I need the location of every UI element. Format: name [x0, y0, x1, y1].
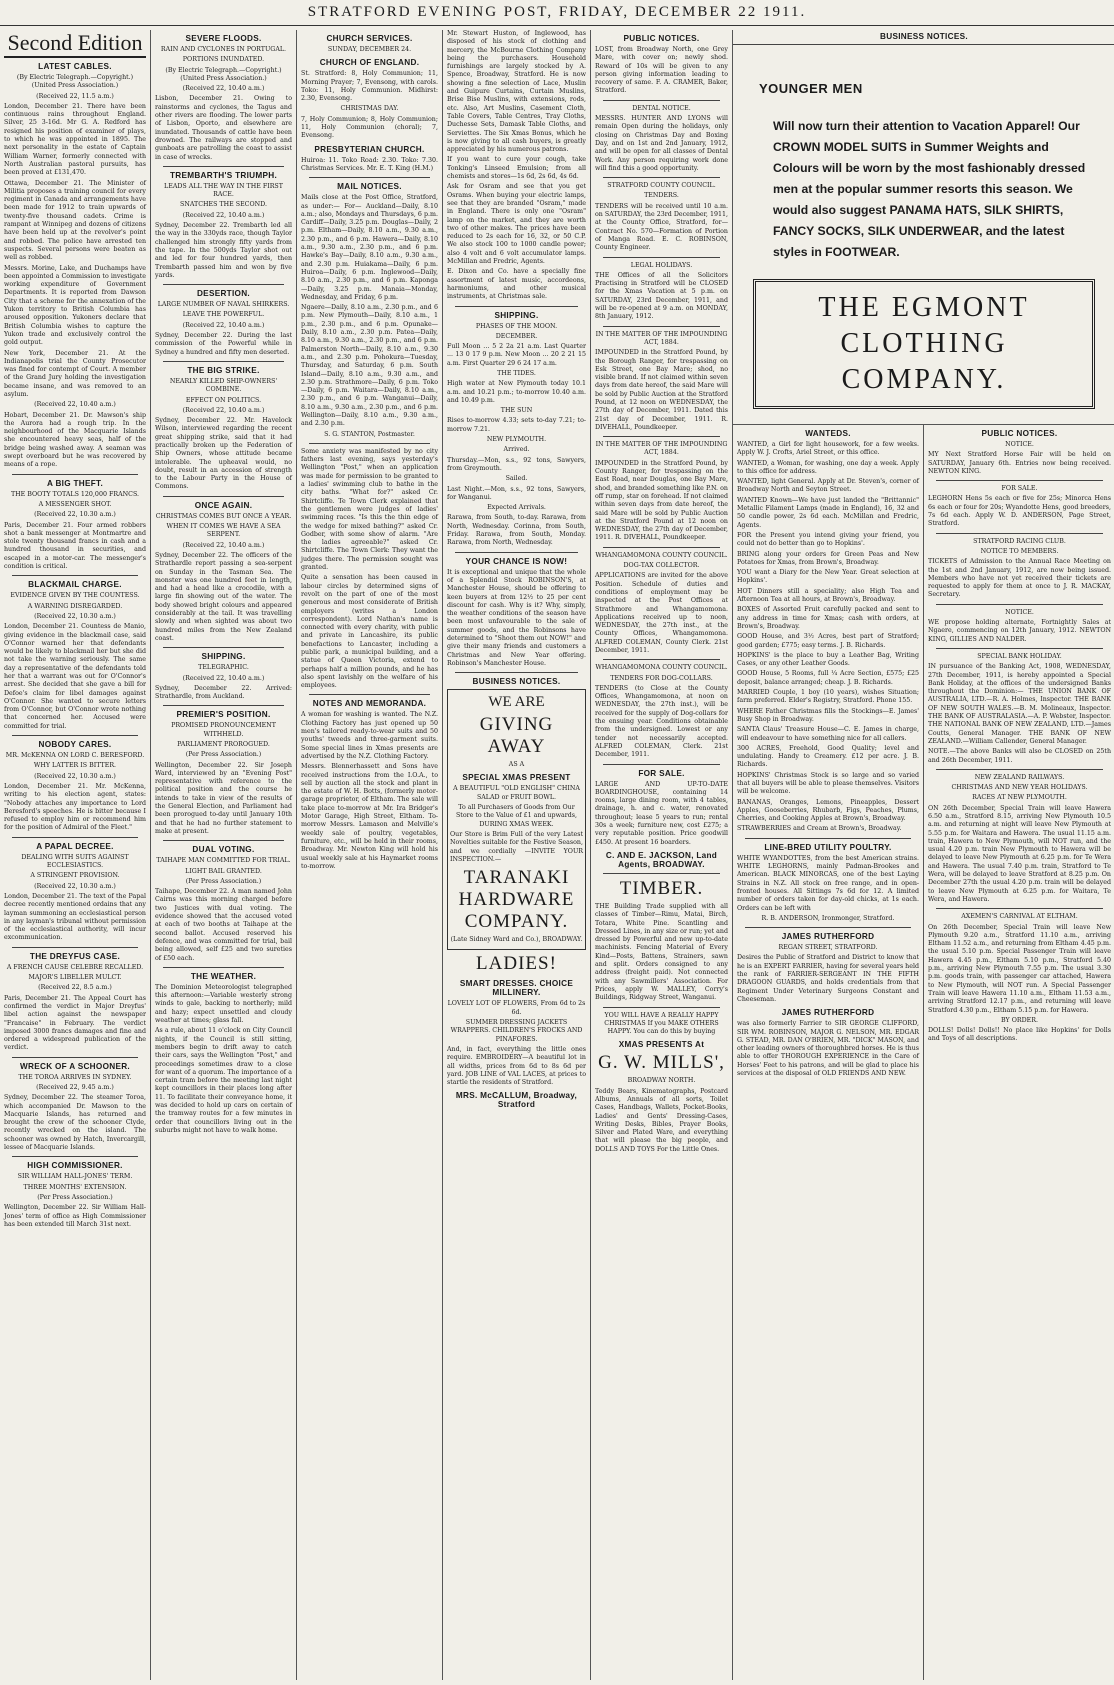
article-text: Mails close at the Post Office, Stratford, as under:— For— Auckland—Daily, 8.10 a.m.; also, Mondays and Thursdays, 6 p.m. Cardiff—Daily, 3.25 p.m. Douglas—Daily, 2 p.m. Eltham—Daily, 8.10 a.m., 9.30 a.m., 2.30 p.m., and 6 p.m. Hawera—Daily, 8.10 a.m., 9.30 a.m., 2.30 p.m., and 6 p.m. Hawke's Bay—Daily, 8.10 a.m., 9.30 a.m., and 2.30 p.m. Huiakama—Daily, 6 p.m. Huiroa—Daily, 6 p.m. Inglewood—Daily, 8.10 a.m., 2.30 p.m., and 6 p.m. Kaponga—Daily, 3.25 p.m. Manaia—Monday, Wednesday, and Friday, 6 p.m.: [301, 194, 438, 301]
article-text: E. Dixon and Co. have a specially fine assortment of latest music, accordeons, harmoniums, and other musical instruments, at Christmas sale.: [447, 268, 586, 301]
article-text: Sydney, December 22. Arrived: Strathardle, from Auckland.: [155, 684, 292, 701]
article-text: Last Night.—Mon, s.s., 92 tons, Sawyers, for Wanganui.: [447, 485, 586, 501]
section-heading: SHIPPING.: [201, 652, 246, 662]
subheading: PHASES OF THE MOON.: [475, 322, 558, 330]
article-text: LOST, from Broadway North, one Grey Mare, with cover on; newly shod. Reward of 10s will be given to any person giving information leading to recovery of same. F. A. CRAMER, Baker, Stratford.: [595, 46, 728, 95]
article-text: London, December 21. Mr. McKenna, writing to his election agent, states: "Nobody attaches any importance to Lord Beresford's speeches. He is bitter because I refused to employ him or recommend him for the position of Admiral of the Fleet.": [4, 782, 146, 832]
subheading: NOTICE.: [1005, 608, 1034, 616]
article-text: Some anxiety was manifested by no city fathers last evening, says yesterday's Wellington "Post," when an application was made for permission to be granted to a ladies' swimming club to bathe in the city baths. "What for?" asked Cr. Shirtcliffe. Te Town Clerk explained that the gentlemen were judges of ladies' swimming races. "Is this the thin edge of the wedge for mixed bathing?" asked Cr. Godber, with some show of alarm. "Are the ladies agreeable?" asked Cr. Shirtcliffe. The Town Clerk: They want the judges there. The permission sought was granted.: [301, 447, 438, 572]
column-business-notices: [732, 30, 1114, 1680]
section-heading: CHURCH OF ENGLAND.: [319, 58, 420, 68]
subheading: CHRISTMAS AND NEW YEAR HOLIDAYS.: [951, 784, 1088, 792]
subheading: DEALING WITH SUITS AGAINST ECCLESIASTICS.: [21, 853, 129, 870]
article-text: Ngaere—Daily, 8.10 a.m., 2.30 p.m., and 6 p.m. New Plymouth—Daily, 8.10 a.m., 1 p.m., 2.30 p.m., and 6 p.m. Opunake—Daily, 8.10 a.m., 2.30 p.m. Patea—Daily, 8.10 a.m., 9.30 a.m., 2.30 p.m., and 6 p.m. Palmerston North—Daily, 8.10 a.m., 9.30 a.m., and 2.30 p.m. Pohokura—Tuesday, Thursday, and Saturday, 6 p.m. South Island—Daily, 8.10 a.m., 9.30 a.m., and 2.30 p.m. Strathmore—Daily, 6 p.m. Toko—Daily, 6 p.m. Waitara—Daily, 8.10 a.m., 2.30 p.m., and 6 p.m. Wanganui—Daily, 8.10 a.m., 9.30 a.m., 2.30 p.m., and 6 p.m. Wellington—Daily, 8.10 a.m., 9.30 a.m., and 2.30 p.m.: [301, 304, 438, 428]
article-text: WANTED Known—We have just landed the "Brittannic" Metallic Filament Lamps (made in England), 16, 32 and 50 candle power, 2s 6d each. McMillan and Fredric, Agents.: [737, 496, 919, 529]
subheading: MAJOR'S LIBELLER MULCT.: [28, 974, 122, 982]
article-text: Sydney, December 22. The steamer Toroa, which accompanied Dr. Mawson to the Macquarie Islands, has returned and brought the crew of the schooner Clyde, recently wrecked on the island. The schooner was owned by Hatch, Invercargill, lessee of Macquarie Islands.: [4, 1094, 146, 1152]
section-heading: LATEST CABLES.: [38, 62, 112, 71]
subheading: (By Electric Telegraph.—Copyright.) (United Press Association.): [165, 66, 282, 82]
subheading: To all Purchasers of Goods from Our Store to the Value of £1 and upwards, DURING XMAS WEEK.: [455, 804, 577, 828]
section-heading: PRESBYTERIAN CHURCH.: [314, 144, 425, 154]
subheading: (Per Press Association.): [185, 877, 262, 885]
subheading: (Received 22, 10.30 a.m.): [34, 882, 116, 890]
subheading: S. G. STANTON, Postmaster.: [324, 430, 415, 438]
subheading: (Received 22, 10.40 a.m.): [182, 406, 265, 414]
article-text: Teddy Bears, Kinematographs, Postcard Albums, Annuals of all sorts, Toilet Cases, Handbags, Wallets, Pocket-Books, Ladies' and Gents' Dressing-Cases, Writing Desks, Bibles, Prayer Books, Silver and Plated Ware, and everything that will please the big people, and DOLLS AND TOYS For the Little Ones.: [595, 1087, 728, 1153]
article-text: Paris, December 21. The Appeal Court has confirmed the verdict in Major Dreyfus' libel action against the newspaper "Francaise" in February. The verdict imposed 3000 francs damages and fine and ordered a widespread publication of the verdict.: [4, 994, 146, 1052]
section-heading: LINE-BRED UTILITY POULTRY.: [764, 842, 892, 852]
divider: [455, 672, 578, 673]
article-text: HOT Dinners still a speciality; also High Tea and Afternoon Tea at all hours, at Brown's, Broadway.: [737, 587, 919, 604]
subheading: R. B. ANDERSON, Ironmonger, Stratford.: [761, 914, 895, 922]
article-text: Ottawa, December 21. The Minister of Militia proposes a training council for every regiment in Canada and arrangements have been made for 1912 to train upwards of twenty-five thousand cadets. Crime is rampant at Winnipeg and dozens of citizens have been held up at the revolver's point and robbed. The police have arrested ten suspects. Several persons were beaten as well as robbed.: [4, 179, 146, 262]
article-text: STRAWBERRIES and Cream at Brown's, Broadway.: [737, 825, 902, 833]
divider: [309, 177, 430, 178]
subheading: DOG-TAX COLLECTOR.: [623, 562, 700, 570]
divider: [603, 177, 720, 178]
divider: [603, 659, 720, 660]
subheading: STRATFORD COUNTY COUNCIL.: [607, 182, 716, 190]
section-heading: THE WEATHER.: [190, 971, 257, 981]
article-text: A woman for washing is wanted. The N.Z. Clothing Factory has just opened up 50 men's tailored ready-to-wear suits and 50 youths' tweeds and three-garment suits. Some special lines in Xmas presents are advertised by the N.Z. Clothing Factory.: [301, 711, 438, 760]
subheading: YOU WILL HAVE A REALLY HAPPY CHRISTMAS If you MAKE OTHERS HAPPY. You can do this by buying: [604, 1011, 719, 1036]
ad-display-text: TARANAKI HARDWARE COMPANY.: [458, 867, 575, 933]
article-text: BRING along your orders for Green Peas and New Potatoes for Xmas, from Brown's, Broadway.: [737, 550, 919, 566]
public-notices-column: [924, 425, 1114, 1680]
subheading: THE SUN: [500, 407, 533, 415]
subheading: SUNDAY, DECEMBER 24.: [327, 46, 412, 53]
article-text: LARGE AND UP-TO-DATE BOARDINGHOUSE, containing 14 rooms, large dining room, with 4 tables, drainage, h. and c. water, renovated throughout; lease 5 years to run; rental 30s a week; furniture new, cost £275; a very reputable position. Price goodwill £450. At present 16 boarders.: [595, 780, 728, 846]
divider: [603, 1007, 720, 1008]
section-heading: DUAL VOTING.: [192, 845, 255, 855]
article-text: Huiroa: 11. Toko Road: 2.30. Toko: 7.30. Christmas Services. Mr. E. T. King (H.M.): [301, 156, 438, 172]
section-heading: SHIPPING.: [494, 310, 539, 320]
article-text: Sydney, December 22. The officers of the Strathardle report passing a sea-serpent on Sunday in the Tasman Sea. The monster was one hundred feet in length, and had a head like a crocodile, with a large fin showing out of the water. The body showed bright colours and appeared considerably at the tail. It was travelling slowly and when sighted was about two hundred miles from the New Zealand coast.: [155, 551, 292, 642]
article-text: WHITE WYANDOTTES, from the best American strains. WHITE LEGHORNS, mainly Padman-Brookes and American. BLACK MINORCAS, one of the best Laying Strains in N.Z. All stock on free range, and in open-fronted houses. All Sittings 7s 6d for 12. A limited number of orders taken for day-old chicks, at 1s each. Orders can be left with: [737, 854, 919, 912]
article-text: BANANAS, Oranges, Lemons, Pineapples, Dessert Apples, Gooseberries, Rhubarb, Figs, Peaches, Plums, Cherries, and Cooking Apples at Brown's, Broadway.: [737, 798, 919, 823]
subheading: AXEMEN'S CARNIVAL AT ELTHAM.: [961, 913, 1078, 921]
divider: [455, 306, 578, 307]
subheading: (By Electric Telegraph.—Copyright.) (United Press Association.): [16, 74, 134, 90]
subheading: TAIHAPE MAN COMMITTED FOR TRIAL.: [156, 857, 291, 865]
article-text: Sydney, December 22. Mr. Havelock Wilson, interviewed regarding the recent great shipping strike, said that it had practically broken up the Federation of Ship Owners, whose attitude became intolerable. The upheaval would, no doubt, result in an accession of strength to the Labour Party in the House of Commons.: [155, 417, 292, 491]
article-text: GOOD House, and 3½ Acres, best part of Stratford; good garden; £775; easy terms. J. B. Richards.: [737, 633, 919, 649]
subheading: A FRENCH CAUSE CELEBRE RECALLED.: [6, 963, 144, 971]
divider: [12, 1156, 138, 1157]
divider: [163, 967, 284, 968]
subheading: BROADWAY NORTH.: [627, 1077, 696, 1085]
divider: [163, 496, 284, 497]
subheading: (Received 22, 10.40 a.m.): [182, 211, 265, 219]
article-text: Full Moon ... 5 2 2a 21 a.m. Last Quarter ... 13 0 17 9 p.m. New Moon ... 20 2 21 15 a.m. First Quarter 29 6 24 17 a.m.: [447, 343, 586, 367]
subheading: PROMISED PRONOUNCEMENT WITHHELD.: [171, 722, 276, 738]
article-text: Lisbon, December 21. Owing to rainstorms and cyclones, the Tagus and other rivers are flooding. The lower parts of Lisbon, Oporto, and elsewhere are inundated. Thousands of cattle have been drowned. The railways are stopped and gunboats are patrolling the coast to assist in case of wrecks.: [155, 95, 292, 161]
subheading: NOTICE TO MEMBERS.: [980, 547, 1059, 555]
section-heading: A PAPAL DECREE.: [36, 841, 114, 851]
subheading: NOTICE.: [1005, 441, 1034, 448]
advertisement-box: [447, 689, 586, 950]
subheading: NEARLY KILLED SHIP-OWNERS' COMBINE.: [169, 377, 278, 394]
subheading: WHEN IT COMES WE HAVE A SEA SERPENT.: [166, 523, 281, 539]
divider: [309, 443, 430, 444]
subheading: LOVELY LOT OF FLOWERS, From 6d to 2s 6d.: [447, 1000, 586, 1016]
article-text: It is exceptional and unique that the whole of a Splendid Stock ROBINSON'S, at Manchester House, should be offering to keen buyers at from 12½ to 25 per cent discount for cash. Why is it? Why, simply, the weather conditions of the season have been most unfavourable to the sale of summer goods, and the Robinsons have determined to "Shoot them out NOW!" and give their many friends and customers a Christmas and New Year offering. Robinson's Manchester House.: [447, 568, 586, 667]
subheading: TENDERS FOR DOG-COLLARS.: [610, 674, 713, 682]
divider: [163, 361, 284, 362]
subheading: WHANGAMOMONA COUNTY COUNCIL.: [595, 664, 728, 672]
divider: [745, 838, 911, 839]
section-heading: BUSINESS NOTICES.: [472, 677, 561, 687]
article-text: London, December 21. There have been continuous rains throughout England. Silver, 25 3-16d. Mr G. A. Redford has resigned his position of examiner of plays, to which he was appointed in 1895. The next personality in the estate of Captain William Warner, formerly connected with North Australian pastoral pursuits, has been proved at £131,470.: [4, 102, 146, 177]
column-3: [296, 30, 442, 1680]
article-text: TENDERS will be received until 10 a.m. on SATURDAY, the 23rd December, 1911, at the County Office, Stratford, for— Contract No. 570—Formation of Portion of Manga Road. E. C. ROBINSON, County Engineer.: [595, 202, 728, 252]
divider: [603, 100, 720, 101]
section-heading: WANTEDS.: [805, 429, 851, 438]
article-text: IN pursuance of the Banking Act, 1908, WEDNESDAY, 27th December, 1911, is hereby appointed a Special Bank Holiday, at the offices of the undersigned Banks throughout the Dominion:— THE UNION BANK OF AUSTRALIA, LTD.—R. A. Holmes, Inspector. THE BANK OF NEW SOUTH WALES.—B. M. Molineaux, Inspector. THE BANK OF AUSTRALASIA.—A. P. Webster, Inspector. THE NATIONAL BANK OF NEW ZEALAND, LTD.—James Coutts, General Manager. THE BANK OF NEW ZEALAND.—William Callender, General Manager.: [928, 663, 1111, 745]
divider: [603, 764, 720, 765]
wanteds-column: [733, 425, 924, 1680]
section-heading: PUBLIC NOTICES.: [981, 429, 1058, 438]
article-text: London, December 21. Countess de Manio, giving evidence in the blackmail case, said O'Connor warned her that defendants would be likely to blackmail her but she did not take the warning seriously. The same day a representative of the defendants told her that a warrant was out for O'Connor's arrest. She decided that she gave a bill for Defoe's claim for libel damages against O'Connor. She wanted to secure letters from O'Connor, but O'Connor wrote nothing that concerned her. Accused were committed for trial.: [4, 623, 146, 730]
section-heading: THE BIG STRIKE.: [187, 365, 260, 375]
article-text: GOOD House, 5 Rooms, full ¼ Acre Section, £575; £25 deposit, balance arranged; cheap. J. B. Richards.: [737, 670, 919, 686]
article-text: BOXES of Assorted Fruit carefully packed and sent to any address in time for Xmas; cash with orders, at Brown's, Broadway.: [737, 606, 919, 630]
subheading: (Late Sidney Ward and Co.), BROADWAY.: [450, 936, 583, 944]
divider: [936, 648, 1103, 649]
subheading: LEADS ALL THE WAY IN THE FIRST RACE.: [164, 182, 283, 199]
subheading: THE BOOTY TOTALS 120,000 FRANCS.: [10, 490, 140, 498]
divider: [163, 166, 284, 167]
article-text: As a rule, about 11 o'clock on City Council nights, if the Council is still sitting, members begin to drift away to catch their cars, says the Wellington "Post," and proceedings sometimes draw to a close for want of a quorum. The importance of a certain tram before the meeting last night kept councillors in their places long after 11. To facilitate their conveyance home, it was decided to hold up cars on certain of the tramway routes for a few minutes in order that councillors living out in the suburbs might not have to walk home.: [155, 1027, 292, 1134]
divider: [163, 284, 284, 285]
section-heading: TREMBARTH'S TRIUMPH.: [169, 170, 278, 180]
section-heading: MRS. McCALLUM, Broadway, Stratford: [455, 1091, 578, 1110]
article-text: London, December 21. The text of the Papal decree recently mentioned ordains that any layman summoning an ecclesiastical person in any layman's tribunal without permission of the ecclesiastical authority, will incur excommunication.: [4, 892, 146, 942]
subheading: (Received 22, 10.40 a.m.): [182, 541, 265, 549]
edition-title: Second Edition: [4, 30, 146, 58]
section-heading: SMART DRESSES. CHOICE MILLINERY.: [459, 979, 574, 998]
article-text: St. Stratford: 8, Holy Communion; 11, Morning Prayer; 7, Evensong, with carols. Toko: 11, Holy Communion. Midhirst: 2.30, Evensong.: [301, 70, 438, 103]
article-text: If you want to cure your cough, take Tonking's Linseed Emulsion; from all chemists and stores—1s 6d, 2s 6d, 4s 6d.: [447, 156, 586, 181]
article-text: THE Building Trade supplied with all classes of Timber—Rimu, Matai, Birch, Totara, White Pine. Scantling and Dressed Lines, in any size or run; yet and dressed by Powerful and new up-to-date machinists. Fencing Material of Every Kind—Posts, Battens, Strainers, sawn and split. Orders consigned to any address (freight paid). Not connected with any Sawmillers' Association. For Prices, apply W. MALLEY, Corry's Buildings, Ridgway Street, Wanganui.: [595, 902, 728, 1002]
article-text: TICKETS of Admission to the Annual Race Meeting on the 1st and 2nd January, 1912, are now being issued. Members who have not yet received their tickets are requested to apply for them at once to J. R. MACKAY, Secretary.: [928, 558, 1111, 599]
article-text: Mr. Stewart Huston, of Inglewood, has disposed of his stock of clothing and mercery, the McBourne Clothing Company being the purchasers. Household furnishings are largely stocked by A. Spence, Broadway, Stratford. He is now showing a fine selection of Lace, Muslin and Guipure Curtains, Curtain Muslins, Brise Bise Muslins, with extensions, rods, etc. Also, Art Muslins, Casement Cloth, Table Covers, Table Centres, Tray Cloths, Duchesse Sets, Damask Table Cloths, and Serviettes. The Six Xmas Bonus, which he is now giving to all cash buyers, is greatly appreciated by his numerous patrons.: [447, 30, 586, 154]
article-text: Paris, December 21. Four armed robbers shot a bank messenger at Montmartre and stole twenty thousand francs in cash and a hundred thousand in securities, and escaped in a motor-car. The messenger's condition is critical.: [4, 521, 146, 571]
section-heading: JAMES RUTHERFORD: [781, 1008, 875, 1018]
subheading: (Received 22, 10.40 a.m.): [34, 401, 116, 409]
divider: [603, 547, 720, 548]
subheading: EFFECT ON POLITICS.: [185, 396, 262, 404]
subheading: A BEAUTIFUL "OLD ENGLISH" CHINA SALAD or FRUIT BOWL.: [453, 785, 580, 801]
subheading: Arrived.: [503, 446, 530, 454]
subheading: (Received 22, 10.30 a.m.): [34, 772, 116, 780]
ad-display-text: GIVING AWAY: [479, 714, 554, 758]
ad-body: Will now turn their attention to Vacation Apparel! Our CROWN MODEL SUITS in Summer Weights and Colours will be worn by the most fashionably dressed men at the popular summer resorts this season. We would also suggest PANAMA HATS, SILK SHIRTS, FANCY SOCKS, SILK UNDERWEAR, and the latest styles in FOOTWEAR.: [773, 119, 1086, 259]
subheading: PARLIAMENT PROROGUED.: [177, 741, 270, 748]
divider: [936, 604, 1103, 605]
subheading: A STRINGENT PROVISION.: [30, 872, 120, 880]
subheading: NEW PLYMOUTH.: [486, 436, 547, 444]
section-heading: C. AND E. JACKSON, Land Agents, BROADWAY.: [605, 850, 718, 869]
section-heading: DESERTION.: [196, 289, 251, 299]
divider: [745, 927, 911, 928]
article-text: WE propose holding alternate, Fortnightly Sales at Ngaere, commencing on 12th January, 1912. NEWTON KING, GILLIES AND NALDER.: [928, 619, 1111, 643]
article-text: Rarawa, from South, to-day. Rarawa, from North, Wednesday. Corinna, from South, Friday. Rarawa, from South, Monday. Rarawa, from North, Wednesday.: [447, 514, 586, 547]
article-text: Hobart, December 21. Dr. Mawson's ship the Aurora had a rough trip. In the neighbourhood of the Macquarie Islands she encountered heavy seas, half of the bridge being washed away. A seaman was swept overboard but he was recovered by means of a rope.: [4, 411, 146, 469]
subheading: CHRISTMAS DAY.: [340, 105, 399, 113]
section-heading: YOUR CHANCE IS NOW!: [465, 556, 568, 566]
divider: [936, 769, 1103, 770]
divider: [12, 735, 138, 736]
section-heading: JAMES RUTHERFORD: [781, 932, 875, 942]
subheading: (Received 22, 8.5 a.m.): [38, 984, 112, 992]
section-heading: SPECIAL XMAS PRESENT: [462, 773, 571, 783]
subheading: IN THE MATTER OF THE IMPOUNDING ACT, 1884.: [595, 441, 728, 457]
subheading: EVIDENCE GIVEN BY THE COUNTESS.: [10, 592, 140, 600]
divider: [163, 705, 284, 706]
subheading: DENTAL NOTICE.: [632, 104, 691, 112]
article-text: Sydney, December 22. Trembarth led all the way in the 330yds race, though Taylor challenged him strongly fifty yards from the tape. In the 500yds Taylor shot out and led for four hundred yards, then Trembarth passed him and won by five yards.: [155, 222, 292, 279]
article-text: Sydney, December 22. During the last commission of the Powerful while in Sydney a hundred and fifty men deserted.: [155, 332, 292, 356]
ad-display-text: WE ARE: [488, 694, 545, 711]
article-text: MESSRS. HUNTER AND LYONS will remain Open during the holidays, only closing on Christmas Day and Boxing Day, and on 1st and 2nd January, 1912, and will be open for all classes of Dental Work. Any person requiring work done will find this a good opportunity.: [595, 115, 728, 172]
subheading: REGAN STREET, STRATFORD.: [778, 944, 878, 952]
ad-title: YOUNGER MEN: [759, 81, 863, 96]
article-text: Our Store is Brim Full of the very Latest Novelties suitable for the Festive Season, and we cordially —INVITE YOUR INSPECTION.—: [450, 830, 583, 863]
article-text: ON 26th December, Special Train will leave Hawera 6.50 a.m., Stratford 8.15, arriving New Plymouth 10.5 a.m. and returning at night will leave New Plymouth at 5.55 p.m. for Waitara and Hawera. The usual 11.15 a.m. train, Hawera to New Plymouth, will NOT run, and the usual 4.20 p.m. train New Plymouth to Hawera will be delayed to leave New Plymouth at 6.25 p.m. for Te Wera and Hawera. The usual 7.40 p.m. train, Stratford to Te Wera, will be delayed to leave Stratford at 8.25 p.m. On December 27th the usual 4.20 p.m. train will be delayed to leave New Plymouth at 6.25 p.m. for Waitara, Te Wera, and Hawera.: [928, 804, 1111, 903]
section-heading: XMAS PRESENTS At: [618, 1040, 705, 1050]
subheading: (Received 22, 10.40 a.m.): [182, 85, 265, 93]
section-heading: WRECK OF A SCHOONER.: [19, 1061, 130, 1071]
subheading: LEAVE THE POWERFUL.: [182, 311, 265, 319]
subheading: SNATCHES THE SECOND.: [180, 201, 267, 209]
article-text: Wellington, December 22. Sir Joseph Ward, interviewed by an "Evening Post" representative with reference to the political position and the course he intends to take in view of the results of the General Election, and Parliament had been prorogued to-day until January 10th and that he had no further statement to make at present.: [155, 761, 292, 835]
subheading: (Received 22, 11.5 a.m.): [36, 92, 114, 100]
article-text: Ask for Osram and see that you get Osrams. When buying your electric lamps, see that they are branded "Osram," made in England. There is only one "Osram" lamp on the market, and they are worth two of other makes. The prices have been reduced to 2s each for 16, 32, or 50 C.P. We also stock 100 to 1000 candle power; also 4 volt and 6 volt accumulator lamps. McMillan and Fredric, Agents.: [447, 183, 586, 266]
subheading: Expected Arrivals.: [487, 504, 546, 512]
article-text: Messrs. Morine, Lake, and Duchamps have been appointed a Commission to investigate working expenditure of Government Departments. It is reported from Dawson City that a scheme for the annexation of the Yukon territory to British Columbia has aroused opposition. Yukoners declare that British Columbia wishes to capture the Yukon trade and exclusively control the gold output.: [4, 264, 146, 347]
article-text: SANTA Claus' Treasure House—C. E. James in charge, will endeavour to have something nice for all callers.: [737, 726, 919, 742]
subheading: LARGE NUMBER OF NAVAL SHIRKERS.: [157, 301, 290, 309]
column-1: [0, 30, 150, 1680]
newspaper-masthead: STRATFORD EVENING POST, FRIDAY, DECEMBER 22 1911.: [0, 0, 1114, 26]
subheading: AS A: [508, 761, 525, 769]
subheading: (Received 22, 10.40 a.m.): [182, 674, 265, 682]
subheading: (Received 22, 10.30 a.m.): [34, 511, 116, 519]
divider: [12, 1057, 138, 1058]
section-heading: A BIG THEFT.: [46, 478, 104, 488]
divider: [309, 694, 430, 695]
egmont-clothing-logo: THE EGMONT CLOTHING COMPANY.: [753, 279, 1095, 409]
subheading: STRATFORD RACING CLUB.: [973, 537, 1066, 545]
article-text: Desires the Public of Stratford and District to know that he is an EXPERT FARRIER, having for several years held the rank of FARRIER-SERGEANT IN THE FIFTH DRAGOON GUARDS, and holds credentials from that Regiment Under Veterinary Surgeons Constant and Cheeseman.: [737, 954, 919, 1003]
article-text: WHERE Father Christmas fills the Stockings—E. James' Busy Shop in Broadway.: [737, 707, 919, 723]
column-4: [442, 30, 590, 1680]
subheading: DECEMBER.: [495, 332, 538, 340]
subheading: TELEGRAPHIC.: [198, 664, 249, 672]
section-heading: BLACKMAIL CHARGE.: [28, 580, 122, 590]
section-heading: NOBODY CARES.: [38, 740, 112, 750]
subheading: LIGHT BAIL GRANTED.: [185, 867, 262, 875]
section-heading: CHURCH SERVICES.: [326, 34, 413, 43]
subheading: Sailed.: [505, 475, 528, 483]
article-text: 300 ACRES, Freehold, Good Quality; level and undulating. Handy to Creamery. £12 per acre. J. B. Richards.: [737, 744, 919, 769]
article-text: IMPOUNDED in the Stratford Pound, by County Ranger, for trespassing on the East Road, near Douglas, one Bay Mare, shod, and branded something like P.N. on off rump, star on forehead. If not claimed within seven days from date hereof, the said Mare will be sold by Public Auction at the Stratford Pound at 12 noon on WEDNESDAY, the 27th day of December, 1911. R. DIVEHALL, Poundkeeper.: [595, 459, 728, 542]
article-text: 7, Holy Communion; 8, Holy Communion; 11, Holy Communion (choral); 7, Evensong.: [301, 115, 438, 140]
divider: [936, 908, 1103, 909]
divider: [603, 873, 720, 874]
article-text: Quite a sensation has been caused in labour circles by determined signs of revolt on the part of one of the most generous and most considerate of British employers (writes a London correspondent). Lord Nathan's name is connected with every charity, with public and private in Lancashire, its public benefactions to Lancaster, including a public park, a municipal building, and a statue of Queen Victoria, extend to perhaps half a million pounds, and he has also spent lavishly on the welfare of his employees.: [301, 574, 438, 690]
subheading: THREE MONTHS' EXTENSION.: [23, 1183, 127, 1191]
divider: [12, 474, 138, 475]
business-notices-heading: BUSINESS NOTICES.: [880, 32, 968, 41]
subheading: LEGAL HOLIDAYS.: [630, 261, 693, 269]
article-text: HOPKINS' is the place to buy a Leather Bag, Writing Cases, or any other Leather Goods.: [737, 651, 919, 668]
subheading: NEW ZEALAND RAILWAYS.: [974, 773, 1065, 781]
article-text: IMPOUNDED in the Stratford Pound, by the Borough Ranger, for trespassing on Esk Street, one Bay Mare; shod, no visible brand. If not claimed within seven days from date hereof, the said Mare will be sold by Public Auction at the Stratford Pound, at 12 noon on WEDNESDAY, the 27th day of December, 1911. Dated this 21st day of December, 1911. R. DIVEHALL, Poundkeeper.: [595, 349, 728, 431]
subheading: (Received 22, 10.30 a.m.): [34, 612, 116, 620]
subheading: WHY LATTER IS BITTER.: [33, 762, 117, 770]
younger-men-advertisement: [733, 30, 1114, 425]
article-text: DOLLS! Dolls! Dolls!! No place like Hopkins' for Dolls and Toys of all descriptions.: [928, 1027, 1111, 1043]
section-heading: MAIL NOTICES.: [337, 182, 402, 192]
article-text: On 26th December, Special Train will leave New Plymouth 9.20 a.m., Stratford 11.10 a.m., arriving Eltham 11.52 a.m., and returning from Eltham 4.45 p.m. the usual 5.10 p.m. Special Passenger Train will leave Hawera 4.45 p.m., Eltham 5.10 p.m., Stratford 5.40 p.m., arriving New Plymouth 7.55 p.m. The usual 3.30 p.m. goods train, with passenger car attached, Hawera to New Plymouth, will NOT run. A Special Passenger Train will leave Hawera 11.10 a.m., Eltham 11.53 a.m., arriving Stratford 12.17 p.m., and returning will leave Stratford 4.30 p.m., Eltham 5.15 p.m. for Hawera.: [928, 923, 1111, 1014]
divider: [12, 575, 138, 576]
divider: [936, 533, 1103, 534]
article-text: High water at New Plymouth today 10.1 a.m. and 10.21 p.m.; to-morrow 10.40 a.m. and 10.49 p.m.: [447, 380, 586, 404]
ad-display-text: TIMBER.: [619, 877, 704, 899]
column-2: [150, 30, 296, 1680]
subheading: TENDERS.: [644, 192, 679, 200]
divider: [163, 647, 284, 648]
divider: [163, 840, 284, 841]
section-heading: ONCE AGAIN.: [194, 500, 253, 510]
article-text: YOU want a Diary for the New Year. Great selection at Hopkins'.: [737, 569, 919, 585]
ad-display-text: G. W. MILLS',: [598, 1052, 725, 1074]
article-text: Messrs. Blennerhassett and Sons have received instructions from the I.O.A., to sell by auction all the stock and plant in the estate of W. H. Botts, (formerly motor-garage proprietor, of Eltham. The sale will take place to-morrow at Mr. Ira Bridger's Motor Garage, High Street, Eltham. To-morrow Messrs. Lamason and Melville's weekly sale of poultry, vegetables, furniture, etc., will be held in their rooms, Broadway. Mr. Newton King will hold his usual weekly sale at his Haymarket rooms to-morrow.: [301, 763, 438, 870]
divider: [733, 44, 1114, 45]
divider: [455, 552, 578, 553]
subheading: IN THE MATTER OF THE IMPOUNDING ACT, 1884.: [595, 330, 728, 346]
article-text: TENDERS (to Close at the County Offices, Whangamomona, at noon on WEDNESDAY, the 27th inst.), will be received for the supply of Dog-collars for the ensuing year. Conditions obtainable from the undersigned. Lowest or any tender not necessarily accepted. ALFRED COLEMAN, Clerk. 21st December, 1911.: [595, 684, 728, 759]
article-text: FOR the Present you intend giving your friend, you could not do better than go to Hopkins'.: [737, 531, 919, 548]
subheading: (Per Press Association.): [37, 1193, 113, 1201]
subheading: RAIN AND CYCLONES IN PORTUGAL.: [160, 46, 287, 53]
subheading: (Per Press Association.): [185, 751, 262, 759]
article-text: Taihape, December 22. A man named John Cairns was this morning charged before two Justices with dual voting. The evidence showed that the accused voted at each of two booths at Taihape at the second ballot. Accused reserved his defence, and was committed for trial, bail being allowed, self £25 and two sureties of £50 each.: [155, 888, 292, 962]
subheading: SIR WILLIAM HALL-JONES' TERM.: [17, 1173, 133, 1181]
subheading: THE TIDES.: [497, 369, 536, 377]
column-5: [590, 30, 732, 1680]
divider: [603, 436, 720, 437]
article-text: LEGHORN Hens 5s each or five for 25s; Minorca Hens 6s each or four for 20s; Wyandotte Hens, good breeders, 7s 6d each. Apply W. D. ANDERSON, Page Street, Stratford.: [928, 495, 1111, 528]
article-text: was also formerly Farrier to SIR GEORGE CLIFFORD, SIR WM. ROBINSON, MAJOR G. NELSON, MR. EDGAR G. STEAD, MR. DAN O'BRIEN, MR. "DICK" MASON, and other leading owners of thoroughbred horses. He is thus able to offer THOROUGH EXPERIENCE in the Care of Horses' Feet to his patrons, and will be glad to place his services at the disposal of OLD FRIENDS AND NEW.: [737, 1020, 919, 1077]
subheading: A WARNING DISREGARDED.: [27, 602, 123, 610]
article-text: WANTED, a Woman, for washing, one day a week. Apply to this office for address.: [737, 459, 919, 475]
section-heading: FOR SALE.: [638, 768, 685, 778]
subheading: (Received 22, 9.45 a.m.): [36, 1083, 114, 1091]
subheading: MR. McKENNA ON LORD C. BERESFORD.: [5, 752, 145, 760]
divider: [936, 480, 1103, 481]
divider: [603, 326, 720, 327]
divider: [12, 837, 138, 838]
subheading: A MESSENGER SHOT.: [38, 500, 112, 508]
divider: [603, 257, 720, 258]
section-heading: PUBLIC NOTICES.: [623, 34, 700, 43]
article-text: MARRIED Couple, 1 boy (10 years), wishes Situation; farm preferred. Elder's Registry, Stratford. Phone 155.: [737, 689, 919, 705]
subheading: FOR SALE.: [1001, 485, 1038, 493]
subheading: SPECIAL BANK HOLIDAY.: [977, 652, 1062, 660]
article-text: Wellington, December 22. Sir William Hall-Jones' term of office as High Commissioner has been extended till March 31st next.: [4, 1204, 146, 1228]
article-text: And, in fact, everything the little ones require. EMBROIDERY—A beautiful lot in all widths, prices from 6d to 8s 6d per yard. JOB LINE of VAL LACES, at prices to startle the residents of Stratford.: [447, 1045, 586, 1087]
article-text: NOTE.—The above Banks will also be CLOSED on 25th and 26th December, 1911.: [928, 748, 1111, 764]
section-heading: THE DREYFUS CASE.: [29, 951, 121, 961]
article-text: MY Next Stratford Horse Fair will be held on SATURDAY, January 6th. Entries now being received. NEWTON KING.: [928, 451, 1111, 475]
subheading: THE TOROA ARRIVES IN SYDNEY.: [18, 1073, 132, 1081]
divider: [12, 947, 138, 948]
article-text: Rises to-morrow 4.33; sets to-day 7.21; to-morrow 7.21.: [447, 417, 586, 433]
subheading: (Received 22, 10.40 a.m.): [182, 321, 265, 329]
subheading: CHRISTMAS COMES BUT ONCE A YEAR.: [155, 512, 292, 520]
section-heading: HIGH COMMISSIONER.: [27, 1161, 123, 1171]
article-text: WANTED, light General. Apply at Dr. Steven's, corner of Broadway North and Seyton Street.: [737, 478, 919, 494]
article-text: THE Offices of all the Solicitors Practising in Stratford will be CLOSED for the Xmas Vacation at 5 p.m. on SATURDAY, 23rd December, 1911, and will be re-opened at 9 a.m. on MONDAY, 8th January, 1912.: [595, 271, 728, 321]
section-heading: PREMIER'S POSITION.: [176, 710, 271, 720]
article-text: HOPKINS' Christmas Stock is so large and so varied that all buyers will be able to please themselves. Visitors will be welcome.: [737, 771, 919, 796]
article-text: WANTED, a Girl for light housework, for a few weeks. Apply W. J. Crofts, Ariel Street, or this office.: [737, 441, 919, 457]
article-text: The Dominion Meteorologist telegraphed this afternoon:—Variable westerly strong winds to gale, backing to northerly; mild and hazy; expect unsettled and cloudy weather at times; glass fall.: [155, 983, 292, 1025]
subheading: RACES AT NEW PLYMOUTH.: [972, 794, 1067, 802]
article-text: Thursday.—Mon, s.s., 92 tons, Sawyers, from Greymouth.: [447, 456, 586, 472]
section-heading: NOTES AND MEMORANDA.: [312, 699, 427, 709]
article-text: New York, December 21. At the Indianapolis trial the County Prosecutor was fined for contempt of Court. A member of the Grand Jury holding the investigation became insane, and was removed to an asylum.: [4, 349, 146, 398]
subheading: BY ORDER.: [1001, 1016, 1038, 1024]
section-heading: SEVERE FLOODS.: [185, 34, 262, 43]
subheading: WHANGAMOMONA COUNTY COUNCIL.: [595, 551, 728, 559]
ad-display-text: LADIES!: [476, 953, 557, 975]
subheading: PORTIONS INUNDATED.: [182, 56, 265, 64]
subheading: SUMMER DRESSING JACKETS WRAPPERS. CHILDREN'S FROCKS AND PINAFORES.: [450, 1019, 583, 1043]
article-text: APPLICATIONS are invited for the above Position. Schedule of duties and conditions of employment may be inspected at the Post Offices at Strathmore and Whangamomona. Applications received up to noon, WEDNESDAY, the 27th inst., at the County Offices, Whangamomona. ALFRED COLEMAN, County Clerk. 21st December, 1911.: [595, 572, 728, 654]
